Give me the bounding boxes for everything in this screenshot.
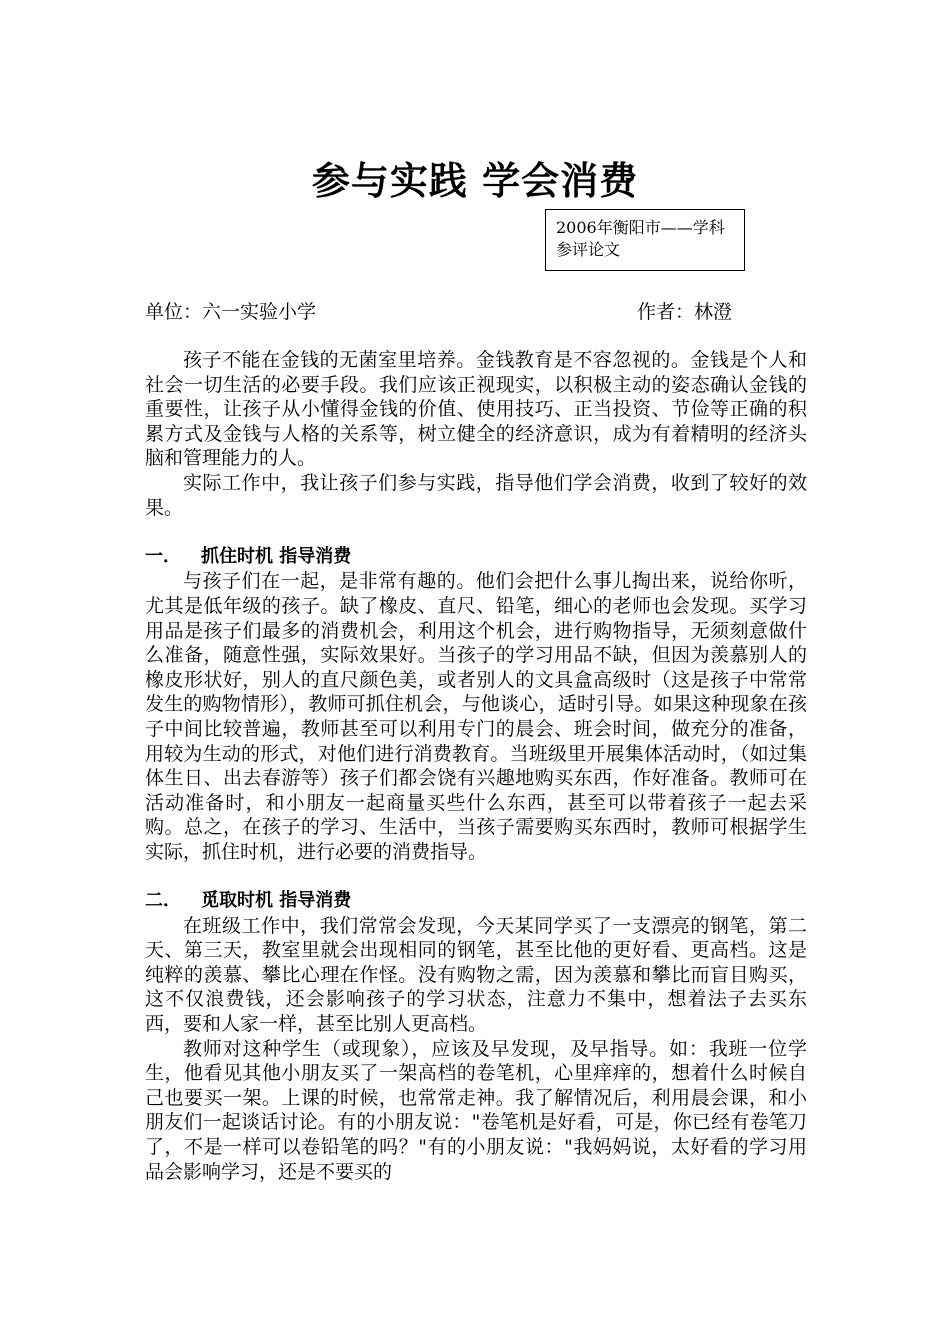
section-heading-1 — [145, 545, 807, 570]
author-unit: 单位：六一实验小学 — [145, 301, 317, 323]
section-paragraph: 教师对这种学生（或现象），应该及早发现，及早指导。如：我班一位学生，他看见其他小朋友买了一架高档的卷笔机，心里痒痒的，想着什么时候自己也要买一架。上课的时候，也常常走神。我了解情况后，利用晨会课，和小朋友们一起谈话讨论。有的小朋友说："卷笔机是好看，可是，你已经有卷笔刀了，不是一样可以卷铅笔的吗？"有的小朋友说："我妈妈说，太好看的学习用品会影响学习，还是不要买的 — [145, 1037, 807, 1183]
section-title: 抓住时机 指导消费 — [201, 545, 352, 567]
section-paragraph: 与孩子们在一起，是非常有趣的。他们会把什么事儿掏出来，说给你听，尤其是低年级的孩子。缺了橡皮、直尺、铅笔，细心的老师也会发现。买学习用品是孩子们最多的消费机会，利用这个机会，进行购物指导，无须刻意做什么准备，随意性强，实际效果好。当孩子的学习用品不缺，但因为羡慕别人的橡皮形状好，别人的直尺颜色美，或者别人的文具盒高级时（这是孩子中常常发生的购物情形），教师可抓住机会，与他谈心，适时引导。如果这种现象在孩子中间比较普遍，教师甚至可以利用专门的晨会、班会时间，做充分的准备，用较为生动的形式，对他们进行消费教育。当班级里开展集体活动时，（如过集体生日、出去春游等）孩子们都会饶有兴趣地购买东西，作好准备。教师可在活动准备时，和小朋友一起商量买些什么东西，甚至可以带着孩子一起去采购。总之，在孩子的学习、生活中，当孩子需要购买东西时，教师可根据学生实际，抓住时机，进行必要的消费指导。 — [145, 570, 807, 863]
section-heading-2 — [145, 889, 807, 914]
document-title: 参与实践 学会消费 — [311, 159, 639, 203]
section-title: 觅取时机 指导消费 — [201, 890, 352, 912]
section-number: 一． — [145, 545, 181, 567]
section-number: 二． — [145, 890, 181, 912]
intro-paragraph: 孩子不能在金钱的无菌室里培养。金钱教育是不容忽视的。金钱是个人和社会一切生活的必要手段。我们应该正视现实，以积极主动的姿态确认金钱的重要性，让孩子从小懂得金钱的价值、使用技巧、正当投资、节俭等正确的积累方式及金钱与人格的关系等，树立健全的经济意识，成为有着精明的经济头脑和管理能力的人。 — [145, 349, 807, 470]
article-body — [145, 348, 807, 1184]
section-paragraph: 在班级工作中，我们常常会发现，今天某同学买了一支漂亮的钢笔，第二天、第三天，教室里就会出现相同的钢笔，甚至比他的更好看、更高档。这是纯粹的羡慕、攀比心理在作怪。没有购物之需，因为羡慕和攀比而盲目购买，这不仅浪费钱，还会影响孩子的学习状态，注意力不集中，想着法子去买东西，要和人家一样，甚至比别人更高档。 — [145, 914, 807, 1036]
intro-paragraph: 实际工作中，我让孩子们参与实践，指导他们学会消费，收到了较好的效果。 — [145, 471, 807, 519]
competition-tag-box: 2006年衡阳市——学科参评论文 — [545, 209, 745, 271]
author-name: 作者：林澄 — [637, 301, 733, 323]
